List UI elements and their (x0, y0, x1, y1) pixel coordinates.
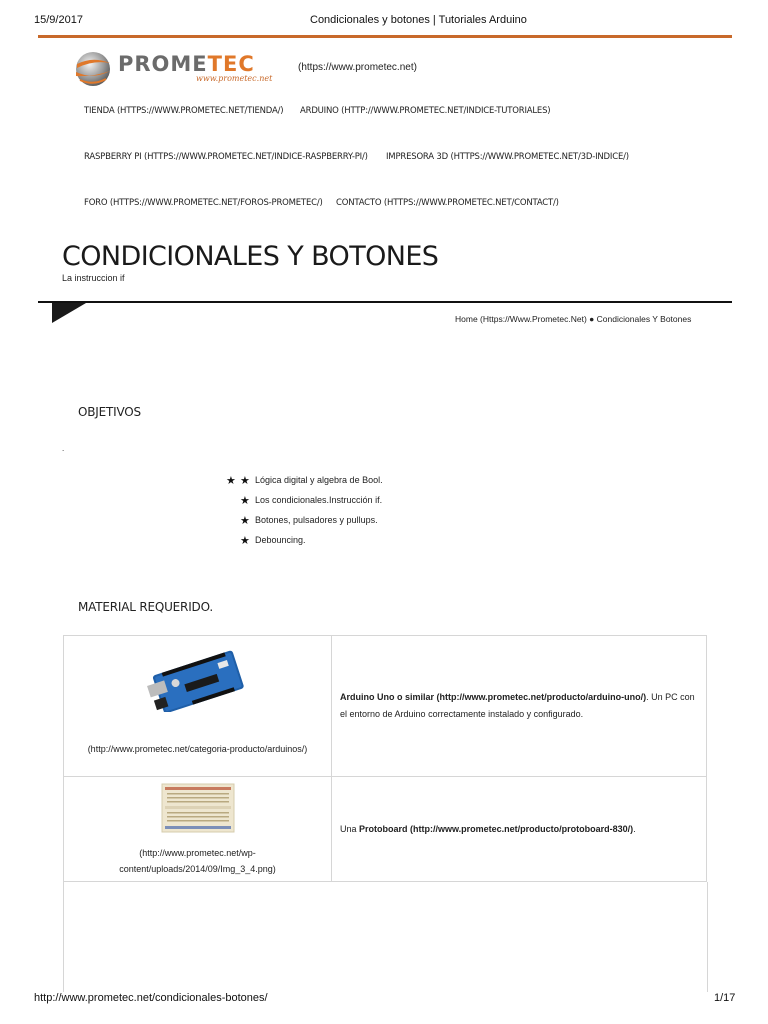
material-heading: MATERIAL REQUERIDO. (78, 600, 213, 614)
star-icon: ★ (240, 535, 250, 547)
nav-item-contacto[interactable]: CONTACTO (HTTPS://WWW.PROMETEC.NET/CONTACT/) (336, 198, 559, 208)
material-description: . (633, 823, 636, 834)
material-image-cell (64, 636, 332, 777)
material-description-cell (332, 777, 707, 882)
star-icon: ★ (240, 515, 250, 527)
nav-item-impresora[interactable]: IMPRESORA 3D (HTTPS://WWW.PROMETEC.NET/3D-INDICE/) (386, 152, 629, 162)
star-icon: ★ (240, 475, 250, 487)
table-row (64, 636, 707, 777)
star-icon: ★ (226, 475, 236, 487)
nav-item-tienda[interactable]: TIENDA (HTTPS://WWW.PROMETEC.NET/TIENDA/) (84, 106, 284, 116)
title-divider (38, 301, 732, 303)
objetivos-heading: OBJETIVOS (78, 405, 141, 419)
nav-item-foro[interactable]: FORO (HTTPS://WWW.PROMETEC.NET/FOROS-PROMETEC/) (84, 198, 323, 208)
nav-item-arduino[interactable]: ARDUINO (HTTP://WWW.PROMETEC.NET/INDICE-TUTORIALES) (300, 106, 551, 116)
breadcrumb-separator: ● (589, 314, 595, 324)
material-description-cell (332, 636, 707, 777)
material-image-caption[interactable]: (http://www.prometec.net/wp-content/uploads/2014/09/Img_3_4.png) (119, 848, 276, 874)
material-description-prefix: Una (340, 823, 360, 834)
list-item: Los condicionales.Instrucción if. (255, 495, 383, 505)
page-title: CONDICIONALES Y BOTONES (62, 241, 439, 272)
header-divider (38, 35, 732, 38)
logo-brand-prome: PROME (118, 52, 208, 76)
stray-dot: . (62, 444, 65, 453)
print-url: http://www.prometec.net/condicionales-botones/ (34, 992, 268, 1004)
list-item: Debouncing. (255, 535, 306, 545)
logo-link[interactable]: (https://www.prometec.net) (298, 62, 417, 73)
prometec-logo[interactable] (74, 50, 296, 88)
material-description: . Un PC con el entorno de Arduino correctamente instalado y configurado. (340, 692, 695, 719)
material-link[interactable]: Arduino Uno o similar (http://www.prometec.net/producto/arduino-uno/) (340, 692, 647, 702)
page-subtitle: La instruccion if (62, 273, 125, 283)
material-table (63, 635, 707, 882)
print-title: Condicionales y botones | Tutoriales Arduino (310, 14, 527, 26)
arduino-uno-image[interactable] (146, 650, 250, 712)
protoboard-image[interactable] (161, 783, 235, 833)
star-icon: ★ (240, 495, 250, 507)
breadcrumb (455, 314, 691, 324)
material-link[interactable]: Protoboard (http://www.prometec.net/producto/protoboard-830/) (359, 823, 634, 834)
material-image-caption[interactable]: (http://www.prometec.net/categoria-producto/arduinos/) (87, 744, 308, 754)
breadcrumb-home[interactable]: Home (Https://Www.Prometec.Net) (455, 314, 587, 324)
material-image-cell (64, 777, 332, 882)
breadcrumb-current: Condicionales Y Botones (596, 314, 692, 324)
print-date: 15/9/2017 (34, 14, 83, 26)
corner-triangle (52, 303, 86, 323)
print-page-number: 1/17 (714, 992, 736, 1004)
list-item: Lógica digital y algebra de Bool. (255, 475, 383, 485)
logo-brand-tec: TEC (207, 52, 255, 76)
nav-item-raspberry[interactable]: RASPBERRY PI (HTTPS://WWW.PROMETEC.NET/INDICE-RASPBERRY-PI/) (84, 152, 368, 162)
content-continuation (63, 882, 708, 992)
table-row (64, 777, 707, 882)
logo-tagline: www.prometec.net (196, 74, 273, 83)
list-item: Botones, pulsadores y pullups. (255, 515, 378, 525)
